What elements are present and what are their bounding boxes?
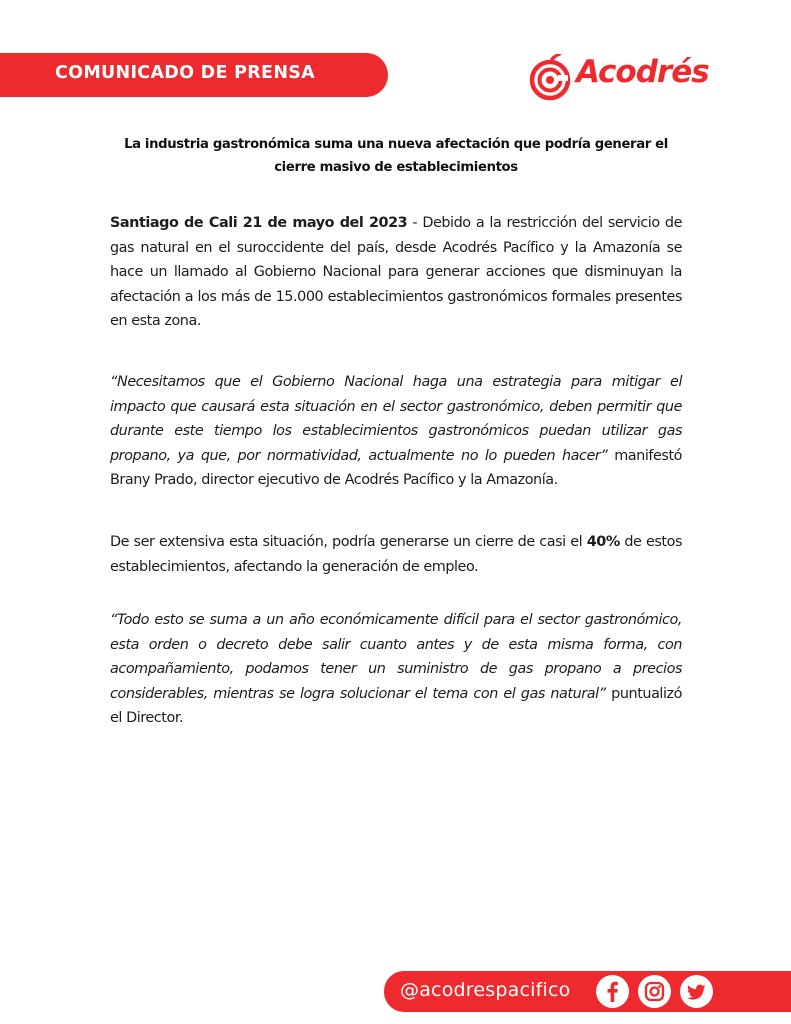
intro-body: - Debido a la restricción del servicio de gas natural en el suroccidente del país, desde Acodrés Pacífico y la Amazonía se hace un llamado al Gobierno Nacional para generar acciones que disminuyan la afectación a los más de 15.000 establecimientos gastronómicos formales presentes en esta zona.: [110, 215, 682, 329]
facebook-icon[interactable]: [596, 975, 629, 1008]
press-release-banner: [0, 53, 388, 97]
impact-text-after: de estos establecimientos, afectando la generación de empleo.: [110, 534, 683, 575]
social-handle[interactable]: @acodrespacifico: [400, 979, 571, 1001]
banner-label: COMUNICADO DE PRENSA: [55, 63, 316, 83]
headline-line-1: La industria gastronómica suma una nueva afectación que podría generar el: [124, 137, 668, 152]
logo-wordmark: Acodrés: [576, 54, 709, 90]
acodres-spiral-icon: [528, 51, 572, 101]
dateline: Santiago de Cali 21 de mayo del 2023: [110, 215, 408, 231]
acodres-logo: [528, 51, 723, 101]
twitter-icon[interactable]: [680, 975, 713, 1008]
impact-text-before: De ser extensiva esta situación, podría generarse un cierre de casi el: [110, 534, 587, 550]
paragraph-quote-1: [110, 370, 682, 493]
quote-attribution-2: puntualizó el Director.: [110, 685, 682, 726]
paragraph-intro: [110, 211, 682, 334]
quote-text-2: “Todo esto se suma a un año económicamente difícil para el sector gastronómico, esta orden o decreto debe salir cuanto antes y de esta misma forma, con acompañamiento, podamos tener un suministro de gas propano a precios considerables, mientras se logra solucionar el tema con el gas natural”: [110, 612, 682, 702]
instagram-icon[interactable]: [638, 975, 671, 1008]
headline-line-2: cierre masivo de establecimientos: [274, 160, 518, 175]
quote-text-1: “Necesitamos que el Gobierno Nacional haga una estrategia para mitigar el impacto que causará esta situación en el sector gastronómico, deben permitir que durante este tiempo los establecimientos gastronómicos puedan utilizar gas propano, ya que, por normatividad, actualmente no lo pueden hacer”: [110, 374, 682, 464]
headline: [100, 133, 692, 179]
social-footer: [384, 971, 791, 1012]
paragraph-impact: [110, 530, 682, 579]
impact-percent: 40%: [586, 534, 620, 550]
paragraph-quote-2: [110, 608, 682, 731]
quote-attribution-1: manifestó Brany Prado, director ejecutivo de Acodrés Pacífico y la Amazonía.: [110, 447, 682, 488]
